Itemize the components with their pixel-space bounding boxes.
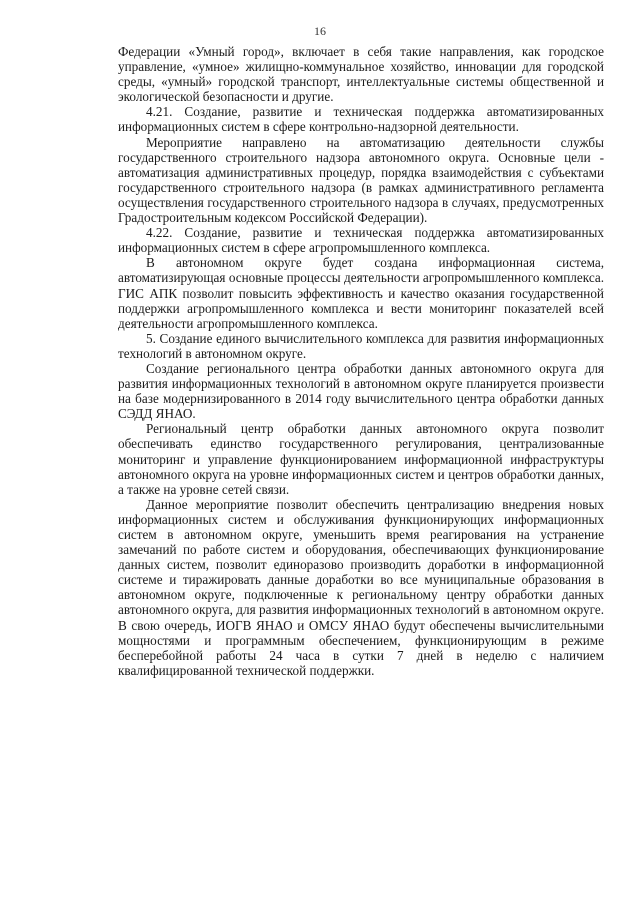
paragraph: Данное мероприятие позволит обеспечить централизацию внедрения новых информационных систем и обслуживания функционирующих информационных систем в автономном округе, уменьшить время реагирования на устранение замечаний по работе систем и оборудования, обеспечивающих функционирование данных систем, позволит единоразово производить доработки в информационной системе и тиражировать данные доработки во все муниципальные образования в автономном округе, подключенные к региональному центру обработки данных автономного округа, для развития информационных технологий в автономном округе. В свою очередь, ИОГВ ЯНАО и ОМСУ ЯНАО будут обеспечены вычислительными мощностями и программным обеспечением, функционирующим в режиме бесперебойной работы 24 часа в сутки 7 дней в неделю с наличием квалифицированной технической поддержки. (118, 496, 604, 678)
section-heading-4-22: 4.22. Создание, развитие и техническая поддержка автоматизированных информационных систем в сфере агропромышленного комплекса. (118, 225, 604, 256)
paragraph-continuation: Федерации «Умный город», включает в себя такие направления, как городское управление, «умное» жилищно-коммунальное хозяйство, инновации для городской среды, «умный» городской транспорт, интеллектуальные системы общественной и экологической безопасности и другие. (118, 44, 604, 105)
paragraph: Региональный центр обработки данных автономного округа позволит обеспечивать единство государственного регулирования, централизованные мониторинг и управление функционированием информационной инфраструктуры автономного округа на уровне информационных систем и центров обработки данных, а также на уровне сетей связи. (118, 421, 604, 497)
page-number: 16 (314, 24, 326, 38)
document-body (118, 44, 604, 678)
paragraph: Мероприятие направлено на автоматизацию деятельности службы государственного строительного надзора автономного округа. Основные цели - автоматизация административных процедур, порядка взаимодействия с субъектами государственного строительного надзора (в рамках административного регламента осуществления государственного строительного надзора в случаях, предусмотренных Градостроительным кодексом Российской Федерации). (118, 134, 604, 226)
section-heading-4-21: 4.21. Создание, развитие и техническая поддержка автоматизированных информационных систем в сфере контрольно-надзорной деятельности. (118, 104, 604, 135)
paragraph: Создание регионального центра обработки данных автономного округа для развития информационных технологий в автономном округе планируется произвести на базе модернизированного в 2014 году вычислительного центра обработки данных СЭДД ЯНАО. (118, 360, 604, 422)
paragraph: В автономном округе будет создана информационная система, автоматизирующая основные процессы деятельности агропромышленного комплекса. ГИС АПК позволит повысить эффективность и качество оказания государственной поддержки агропромышленного комплекса и вести мониторинг показателей всей деятельности агропромышленного комплекса. (118, 255, 604, 331)
section-heading-5: 5. Создание единого вычислительного комплекса для развития информационных технологий в автономном округе. (118, 330, 604, 361)
